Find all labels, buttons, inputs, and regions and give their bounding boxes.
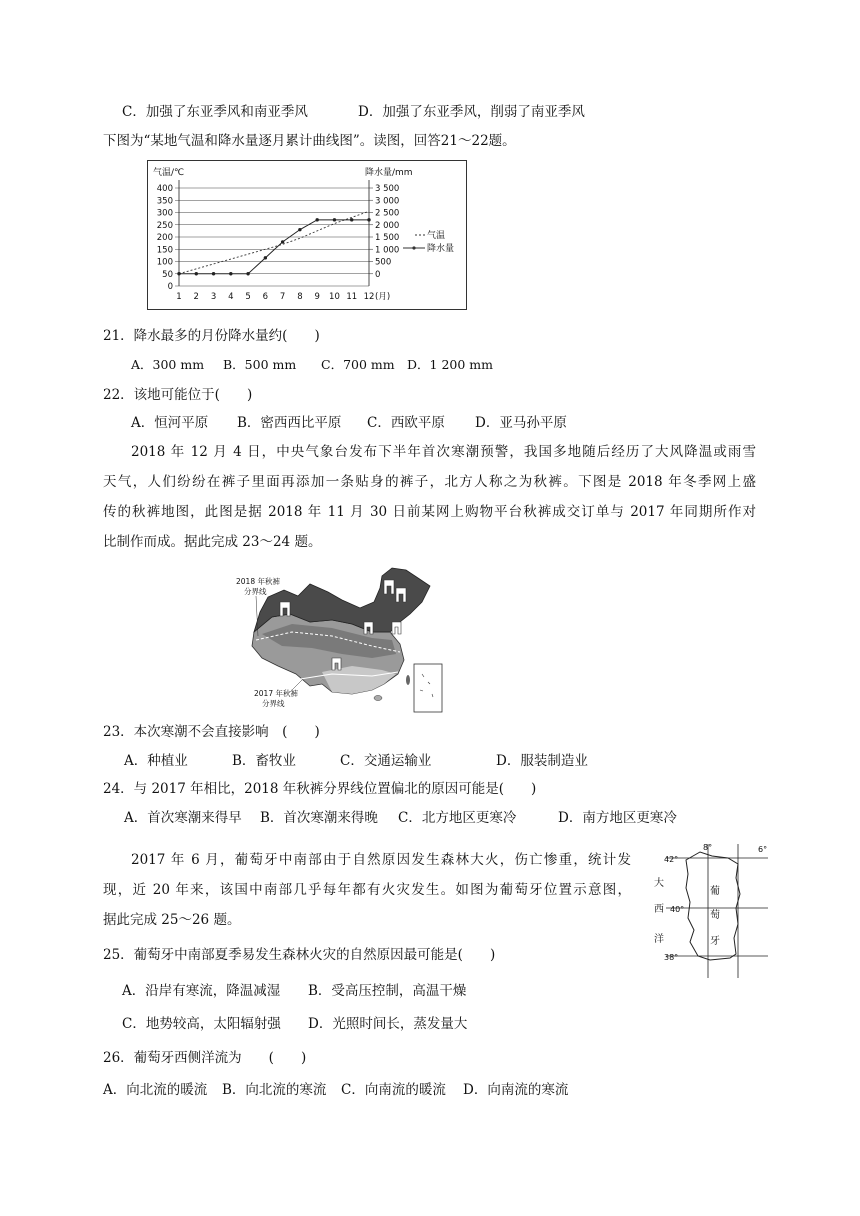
precipitation-point [195,272,198,275]
q21-stem: 21．降水最多的月份降水量约( ) [103,328,320,344]
precipitation-point [298,228,301,231]
right-tick-label: 3 500 [375,184,400,194]
left-tick-label: 200 [156,233,173,243]
ocean-label-1: 大 [654,878,664,889]
q21-options [131,355,493,375]
precipitation-point [229,272,232,275]
precipitation-point [212,272,215,275]
q26-option-a: A．向北流的暖流 [103,1082,208,1098]
right-tick-label: 1 000 [375,245,400,256]
x-tick-label: 9 [314,292,320,302]
q26-option-b: B．向北流的寒流 [222,1082,327,1098]
precipitation-point [367,218,370,221]
q26-option-c: C．向南流的暖流 [341,1082,446,1098]
q23-option-d: D．服装制造业 [496,753,588,769]
left-tick-label: 100 [156,257,173,268]
left-tick-label: 250 [156,220,173,231]
left-tick-label: 0 [167,282,173,292]
q25-options-row1 [122,981,466,1001]
q23-options [124,751,588,771]
lon-6-label: 6° [758,845,768,854]
q22-option-c: C．西欧平原 [367,415,445,431]
precipitation-point [315,218,318,221]
precipitation-point [333,218,336,221]
q24-stem: 24．与 2017 年相比，2018 年秋裤分界线位置偏北的原因可能是( ) [103,781,537,797]
precipitation-point [177,272,180,275]
country-label-2: 萄 [710,910,720,921]
legend-temp-label: 气温 [427,231,446,241]
x-tick-label: 12 [363,292,375,302]
q25-options-row2 [122,1014,467,1034]
label-2018-boundary-a: 2018 年秋裤 [236,577,280,586]
q20-option-d: D．加强了东亚季风，削弱了南亚季风 [358,104,585,120]
south-china-sea-inset [414,664,442,712]
right-tick-label: 2 500 [375,208,400,219]
q20-option-c: C．加强了东亚季风和南亚季风 [122,104,308,120]
q25-option-d: D．光照时间长，蒸发量大 [308,1016,468,1032]
x-tick-label: 4 [228,292,234,302]
passage-23-24-line4: 比制作而成。据此完成 23～24 题。 [103,534,322,550]
q25-option-b: B．受高压控制，高温干燥 [308,983,467,999]
chart-ylabel-left: 气温/℃ [153,168,185,178]
passage-23-24-line1: 2018 年 12 月 4 日，中央气象台发布下半年首次寒潮预警，我国多地随后经历了大风降温或雨雪 [131,444,756,460]
right-tick-label: 2 000 [375,220,400,231]
left-tick-label: 400 [156,184,173,194]
q23-option-a: A．种植业 [124,753,188,769]
q21-option-b: B．500 mm [223,357,297,372]
ocean-label-3: 洋 [654,934,664,945]
q22-option-d: D．亚马孙平原 [475,415,567,431]
passage-25-26-line2: 现，近 20 年来，该国中南部几乎每年都有火灾发生。如图为葡萄牙位置示意图， [103,882,631,898]
x-tick-label: 7 [279,292,286,302]
portugal-map [640,838,775,988]
label-2017-boundary-b: 分界线 [262,699,285,708]
x-tick-label: 10 [329,292,340,302]
q22-option-a: A．恒河平原 [131,415,209,431]
q24-option-a: A．首次寒潮来得早 [124,810,242,826]
q21-option-c: C．700 mm [321,357,395,372]
label-2018-boundary-b: 分界线 [244,587,267,596]
q22-stem: 22．该地可能位于( ) [103,387,253,403]
passage-23-24-line2: 天气，人们纷纷在裤子里面再添加一条贴身的裤子，北方人称之为秋裤。下图是 2018 年冬季网上盛 [103,474,756,490]
passage-25-26-line1: 2017 年 6 月，葡萄牙中南部由于自然原因发生森林大火，伤亡惨重，统计发 [131,852,631,868]
q26-options [103,1080,568,1100]
chart-ylabel-right: 降水量/mm [365,168,413,178]
q21-option-a: A．300 mm [131,357,205,372]
q26-option-d: D．向南流的寒流 [463,1082,569,1098]
q22-options [131,413,567,433]
precipitation-point [281,240,284,243]
x-unit-label: (月) [375,292,391,302]
lat-38-label: 38° [664,953,679,962]
country-label-1: 葡 [710,886,720,897]
q23-option-c: C．交通运输业 [340,753,432,769]
q21-option-d: D．1 200 mm [407,357,493,372]
x-tick-label: 8 [297,292,303,302]
lon-8-label: 8° [703,843,713,852]
x-tick-label: 3 [210,292,217,302]
x-tick-label: 6 [262,292,269,302]
right-tick-label: 1 500 [375,233,400,243]
q25-option-c: C．地势较高，太阳辐射强 [122,1016,281,1032]
q24-options [124,808,677,828]
legend-precip-label: 降水量 [427,244,455,254]
q23-stem: 23．本次寒潮不会直接影响 ( ) [103,724,320,740]
left-tick-label: 150 [156,245,173,256]
precipitation-point [264,256,267,259]
q24-option-b: B．首次寒潮来得晚 [260,810,378,826]
precipitation-point [350,218,353,221]
left-tick-label: 50 [162,269,173,280]
china-map [232,562,457,717]
x-tick-label: 2 [193,292,199,302]
right-tick-label: 500 [375,257,392,268]
country-label-3: 牙 [710,936,720,947]
q25-stem: 25．葡萄牙中南部夏季易发生森林火灾的自然原因最可能是( ) [103,947,496,963]
ocean-label-2: 西 [654,904,664,915]
label-2017-boundary-a: 2017 年秋裤 [254,689,298,698]
x-tick-label: 1 [176,292,182,302]
passage-25-26-line3: 据此完成 25～26 题。 [103,912,241,928]
left-tick-label: 350 [156,196,173,207]
climate-chart [147,160,467,310]
right-tick-label: 0 [375,269,381,280]
x-tick-label: 11 [346,292,358,302]
q24-option-d: D．南方地区更寒冷 [558,810,677,826]
lat-40-label: 40° [670,905,685,914]
q23-option-b: B．畜牧业 [232,753,296,769]
intro-21-22: 下图为“某地气温和降水量逐月累计曲线图”。读图，回答21～22题。 [103,133,516,149]
q26-stem: 26．葡萄牙西侧洋流为 ( ) [103,1050,307,1066]
q24-option-c: C．北方地区更寒冷 [398,810,517,826]
right-tick-label: 3 000 [375,196,400,207]
q22-option-b: B．密西西比平原 [237,415,342,431]
precipitation-point [246,272,249,275]
q25-option-a: A．沿岸有寒流，降温减湿 [122,983,281,999]
x-tick-label: 5 [245,292,251,302]
lat-42-label: 42° [664,855,679,864]
left-tick-label: 300 [156,208,173,219]
passage-23-24-line3: 传的秋裤地图，此图是据 2018 年 11 月 30 日前某网上购物平台秋裤成交订单与 2017 年同期所作对 [103,504,756,520]
